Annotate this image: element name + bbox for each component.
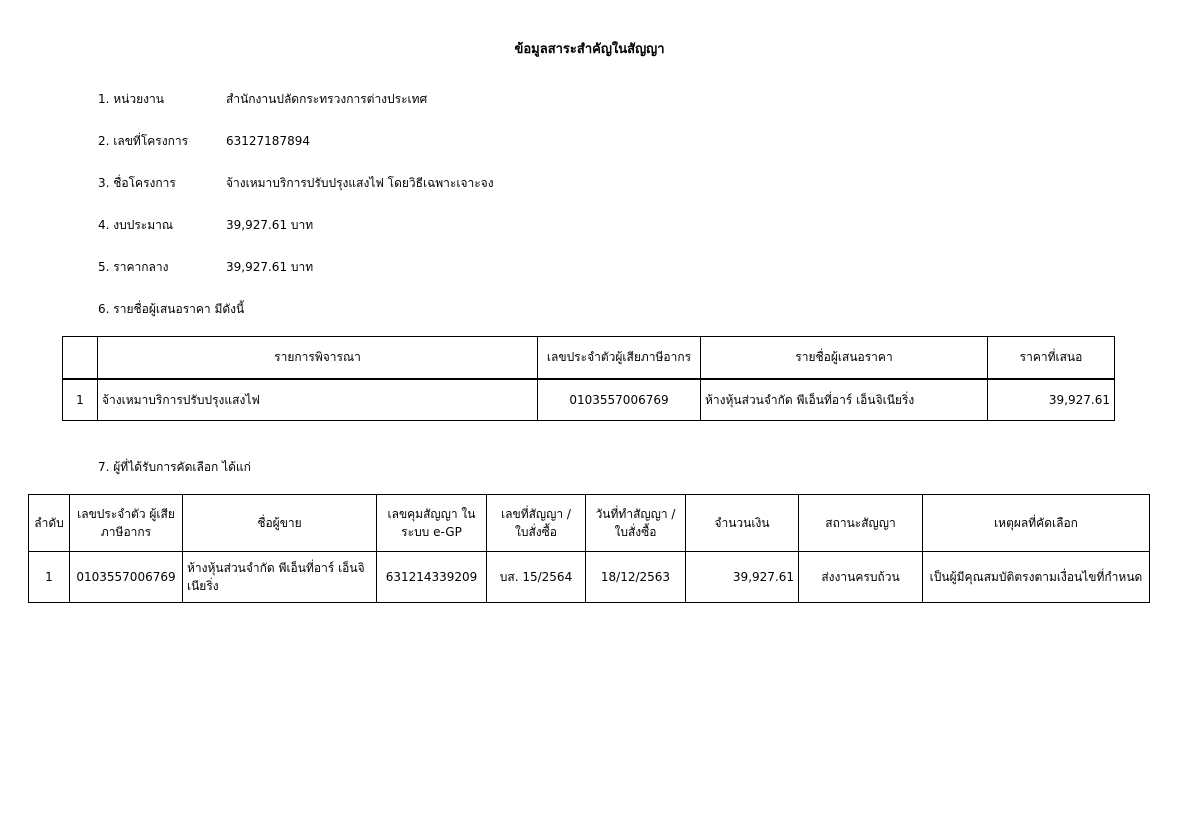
table-cell: 0103557006769 xyxy=(70,552,183,603)
table-cell: 18/12/2563 xyxy=(586,552,686,603)
table-header xyxy=(63,337,98,380)
bidders-table xyxy=(62,336,1115,421)
table-cell: 39,927.61 xyxy=(988,379,1115,421)
field-label: 5. ราคากลาง xyxy=(98,260,169,274)
field-median-price xyxy=(98,258,313,277)
field-label: 3. ชื่อโครงการ xyxy=(98,176,176,190)
table-header: ลำดับ xyxy=(29,495,70,552)
table-cell: ห้างหุ้นส่วนจำกัด พีเอ็นที่อาร์ เอ็นจิเนียริ่ง xyxy=(701,379,988,421)
table-row xyxy=(63,379,1115,421)
field-value: จ้างเหมาบริการปรับปรุงแสงไฟ โดยวิธีเฉพาะเจาะจง xyxy=(226,176,494,190)
table-cell: เป็นผู้มีคุณสมบัติตรงตามเงื่อนไขที่กำหนด xyxy=(923,552,1150,603)
field-project-name xyxy=(98,174,494,193)
table-cell: 39,927.61 xyxy=(686,552,799,603)
field-value: 39,927.61 บาท xyxy=(226,260,314,274)
field-budget xyxy=(98,216,313,235)
field-agency xyxy=(98,90,427,109)
field-project-number xyxy=(98,132,310,151)
field-label: 2. เลขที่โครงการ xyxy=(98,134,189,148)
table-header: เหตุผลที่คัดเลือก xyxy=(923,495,1150,552)
table-header: ราคาที่เสนอ xyxy=(988,337,1115,380)
field-value: 39,927.61 บาท xyxy=(226,218,314,232)
table-header: เลขคุมสัญญา ในระบบ e-GP xyxy=(377,495,487,552)
table-header: เลขประจำตัว ผู้เสียภาษีอากร xyxy=(70,495,183,552)
table-row xyxy=(29,552,1150,603)
table-header: สถานะสัญญา xyxy=(799,495,923,552)
table-cell: 0103557006769 xyxy=(538,379,701,421)
table-header: เลขที่สัญญา / ใบสั่งซื้อ xyxy=(487,495,586,552)
table-header: วันที่ทำสัญญา / ใบสั่งซื้อ xyxy=(586,495,686,552)
table-cell: ส่งงานครบถ้วน xyxy=(799,552,923,603)
table-header: ชื่อผู้ขาย xyxy=(183,495,377,552)
table-header: รายชื่อผู้เสนอราคา xyxy=(701,337,988,380)
table-header-row xyxy=(63,337,1115,380)
table-cell: 631214339209 xyxy=(377,552,487,603)
table-header-row xyxy=(29,495,1150,552)
table-header: รายการพิจารณา xyxy=(98,337,538,380)
table-cell: ห้างหุ้นส่วนจำกัด พีเอ็นที่อาร์ เอ็นจิเนียริ่ง xyxy=(183,552,377,603)
table-header: เลขประจำตัวผู้เสียภาษีอากร xyxy=(538,337,701,380)
table-cell: จ้างเหมาบริการปรับปรุงแสงไฟ xyxy=(98,379,538,421)
document-title: ข้อมูลสาระสำคัญในสัญญา xyxy=(514,42,665,57)
field-value: สำนักงานปลัดกระทรวงการต่างประเทศ xyxy=(226,92,428,106)
selected-vendor-table xyxy=(28,494,1150,603)
field-label: 1. หน่วยงาน xyxy=(98,92,164,106)
selected-heading: 7. ผู้ที่ได้รับการคัดเลือก ได้แก่ xyxy=(98,460,251,474)
table-header: จำนวนเงิน xyxy=(686,495,799,552)
table-cell: บส. 15/2564 xyxy=(487,552,586,603)
field-label: 4. งบประมาณ xyxy=(98,218,174,232)
table-cell: 1 xyxy=(63,379,98,421)
bidders-heading: 6. รายชื่อผู้เสนอราคา มีดังนี้ xyxy=(98,302,245,316)
field-value: 63127187894 xyxy=(226,134,310,148)
table-cell: 1 xyxy=(29,552,70,603)
